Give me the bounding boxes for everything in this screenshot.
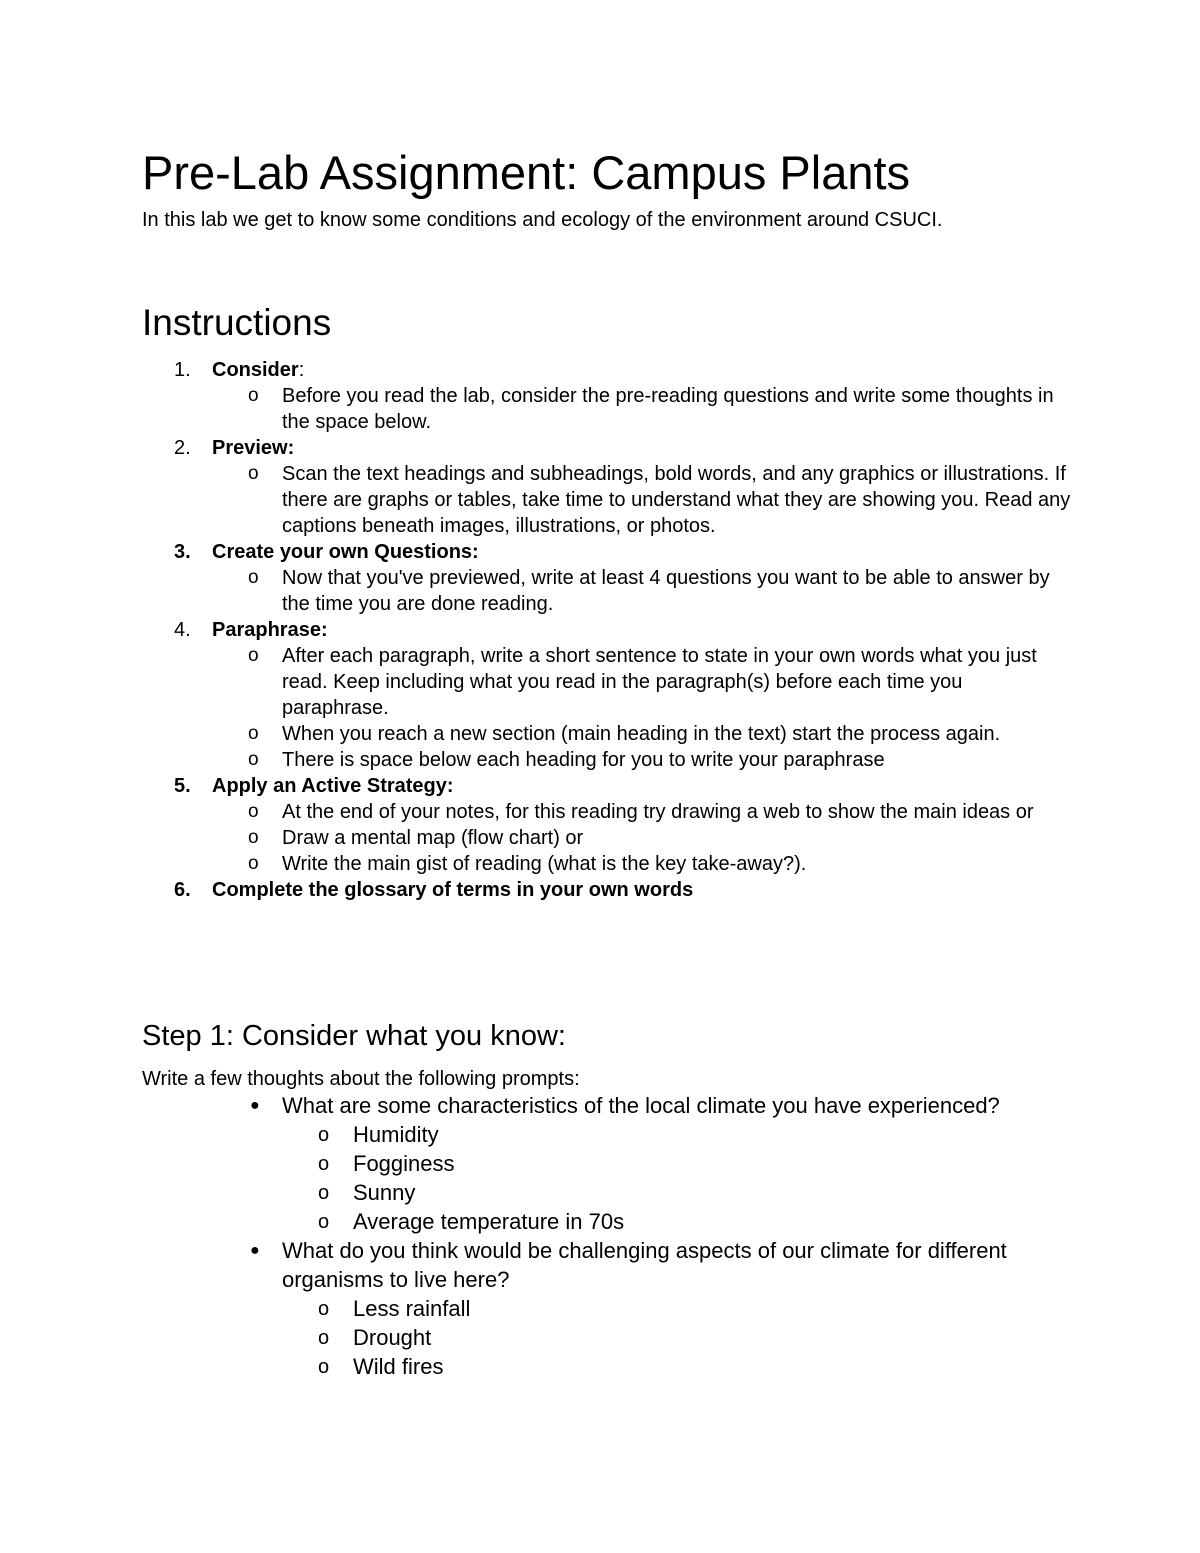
item-label: Preview:	[212, 437, 295, 459]
item-number: 1.	[174, 359, 191, 381]
sub-item-text: Now that you've previewed, write at least 4 questions you want to be able to answer by the time you are done reading.	[282, 567, 1050, 615]
sub-item	[142, 825, 1072, 851]
item-number: 5.	[174, 775, 191, 797]
sub-item-text: At the end of your notes, for this reading try drawing a web to show the main ideas or	[282, 801, 1034, 823]
sub-item-text: Scan the text headings and subheadings, bold words, and any graphics or illustrations. If there are graphs or tables, take time to understand what they are showing you. Read any captions beneath images, illustrations, or photos.	[282, 463, 1071, 537]
item-label: Consider	[212, 359, 299, 381]
answer-text: Fogginess	[353, 1151, 455, 1176]
prompt-item	[142, 1236, 1072, 1294]
filled-bullet-icon: ●	[250, 1097, 260, 1114]
answer-item	[142, 1178, 1072, 1207]
instructions-heading: Instructions	[142, 302, 332, 343]
sub-item	[142, 799, 1072, 825]
sub-item-text: Draw a mental map (flow chart) or	[282, 827, 584, 849]
answer-item	[142, 1207, 1072, 1236]
prompt-text: What are some characteristics of the local climate you have experienced?	[282, 1093, 1000, 1118]
circle-bullet-icon: o	[248, 723, 259, 744]
circle-bullet-icon: o	[248, 463, 259, 484]
sub-item	[142, 851, 1072, 877]
circle-bullet-icon: o	[248, 385, 259, 406]
item-label-suffix: :	[298, 359, 305, 381]
answer-item	[142, 1352, 1072, 1381]
step1-prompts	[142, 1091, 1072, 1381]
sub-item	[142, 461, 1072, 539]
answer-text: Drought	[353, 1325, 432, 1350]
circle-bullet-icon: o	[318, 1298, 330, 1320]
sub-item-text: Write the main gist of reading (what is the key take-away?).	[282, 853, 807, 875]
circle-bullet-icon: o	[318, 1327, 330, 1349]
sub-item	[142, 747, 1072, 773]
instruction-item-paraphrase	[142, 617, 1072, 643]
instruction-item-questions	[142, 539, 1072, 565]
prompt-item	[142, 1091, 1072, 1120]
page-title: Pre-Lab Assignment: Campus Plants	[142, 146, 911, 199]
sub-item-text: When you reach a new section (main heading in the text) start the process again.	[282, 723, 1001, 745]
prompt-text: What do you think would be challenging aspects of our climate for different organisms to live here?	[282, 1238, 1007, 1292]
instructions-list	[142, 357, 1072, 903]
filled-bullet-icon: ●	[250, 1242, 260, 1259]
circle-bullet-icon: o	[318, 1356, 330, 1378]
intro-paragraph: In this lab we get to know some conditions and ecology of the environment around CSUCI.	[142, 209, 943, 231]
circle-bullet-icon: o	[248, 645, 259, 666]
item-label: Apply an Active Strategy:	[212, 775, 454, 797]
answer-text: Average temperature in 70s	[353, 1209, 625, 1234]
circle-bullet-icon: o	[318, 1211, 330, 1233]
answer-text: Less rainfall	[353, 1296, 471, 1321]
item-label: Complete the glossary of terms in your own words	[212, 879, 694, 901]
sub-item	[142, 643, 1072, 721]
answer-item	[142, 1149, 1072, 1178]
circle-bullet-icon: o	[248, 567, 259, 588]
circle-bullet-icon: o	[318, 1182, 330, 1204]
answer-item	[142, 1323, 1072, 1352]
instruction-item-glossary	[142, 877, 1072, 903]
circle-bullet-icon: o	[248, 853, 259, 874]
circle-bullet-icon: o	[248, 749, 259, 770]
item-label: Paraphrase:	[212, 619, 328, 641]
item-number: 3.	[174, 541, 191, 563]
instruction-item-consider	[142, 357, 1072, 383]
item-number: 2.	[174, 437, 191, 459]
circle-bullet-icon: o	[318, 1153, 330, 1175]
circle-bullet-icon: o	[248, 801, 259, 822]
sub-item	[142, 383, 1072, 435]
instruction-item-active-strategy	[142, 773, 1072, 799]
item-label: Create your own Questions:	[212, 541, 479, 563]
answer-text: Wild fires	[353, 1354, 444, 1379]
instruction-item-preview	[142, 435, 1072, 461]
step1-prompt-intro: Write a few thoughts about the following prompts:	[142, 1068, 580, 1090]
sub-item-text: Before you read the lab, consider the pre-reading questions and write some thoughts in the space below.	[282, 385, 1054, 433]
sub-item	[142, 565, 1072, 617]
sub-item-text: There is space below each heading for you to write your paraphrase	[282, 749, 885, 771]
answer-text: Humidity	[353, 1122, 439, 1147]
circle-bullet-icon: o	[248, 827, 259, 848]
sub-item-text: After each paragraph, write a short sentence to state in your own words what you just read. Keep including what you read in the paragraph(s) before each time you paraphrase.	[282, 645, 1037, 719]
answer-text: Sunny	[353, 1180, 416, 1205]
answer-item	[142, 1120, 1072, 1149]
step1-heading: Step 1: Consider what you know:	[142, 1020, 566, 1052]
circle-bullet-icon: o	[318, 1124, 330, 1146]
sub-item	[142, 721, 1072, 747]
item-number: 6.	[174, 879, 191, 901]
item-number: 4.	[174, 619, 191, 641]
answer-item	[142, 1294, 1072, 1323]
